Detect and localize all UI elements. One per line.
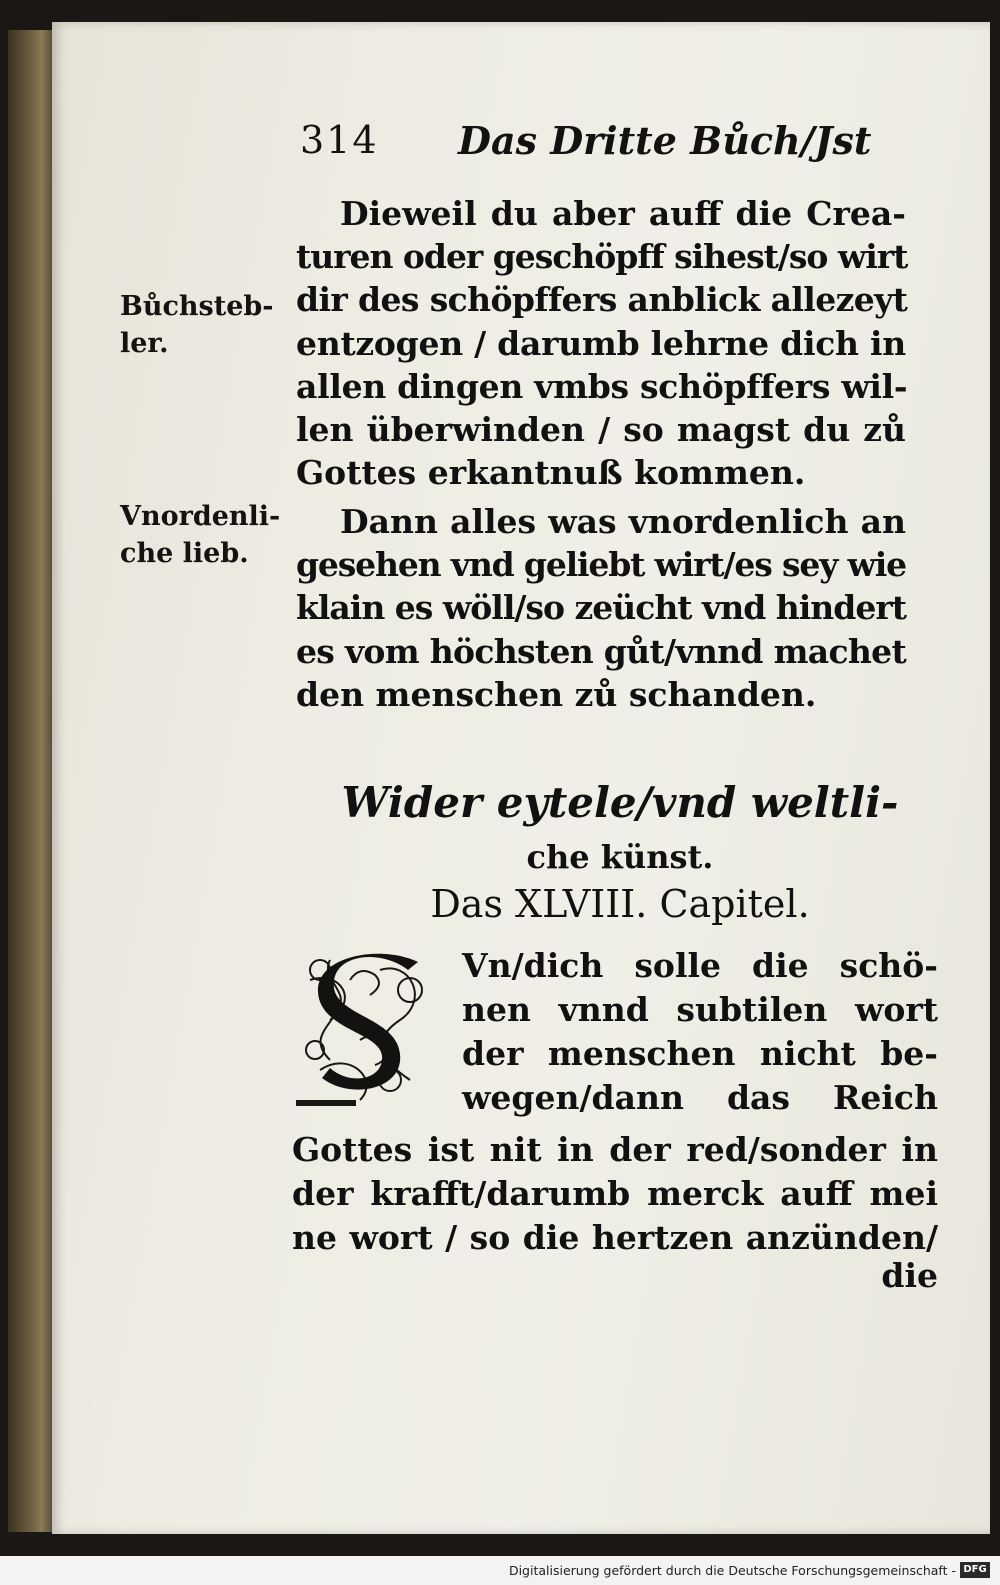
chapter-title-line-1: Wider eytele/vnd weltli- [341,778,899,827]
dfg-logo: DFG [960,1562,990,1578]
paragraph-2 [296,500,906,716]
decorated-initial [290,940,442,1116]
paragraph-1 [296,192,906,494]
running-title: Das Dritte Bůch/Jst [458,118,872,163]
text-line: klain es wöll/so zeücht vnd hindert [296,588,906,628]
text-line: gesehen vnd geliebt wirt/es sey wie [296,545,906,585]
catchword: die [881,1256,938,1295]
text-line: Vn/dich solle die schö- [462,946,938,985]
page-header [300,118,940,174]
text-line: nen vnnd subtilen wort [462,990,938,1029]
text-line: Dann alles was vnordenlich an [340,502,906,541]
margin-note-line: Vnordenli- [120,501,281,532]
text-line: entzogen / darumb lehrne dich in [296,323,906,363]
text-line: der menschen nicht be- [462,1034,938,1073]
text-line: dir des schöpffers anblick allezeyt [296,280,908,320]
text-line: turen oder geschöpff sihest/so wirt [296,237,908,277]
margin-note-line: Bůchsteb- [120,291,274,322]
decorated-initial-s-icon [290,940,442,1116]
text-line: den menschen zů schanden. [296,674,817,714]
book-edge [8,30,56,1532]
footer-bar [0,1556,1000,1585]
chapter-lines-full [292,1128,938,1260]
text-line: der krafft/darumb merck auff mei [292,1174,938,1213]
margin-note-unordentliche-lieb [120,498,280,572]
chapter-title-line-2: che künst. [526,838,714,876]
funding-credit: Digitalisierung gefördert durch die Deutsche Forschungsgemeinschaft - [508,1563,956,1578]
margin-note-line: che lieb. [120,538,249,569]
text-line: es vom höchsten gůt/vnnd machet [296,631,906,671]
page-number: 314 [300,118,379,162]
text-line: allen dingen vmbs schöpffers wil- [296,366,908,406]
chapter-number: Das XLVIII. Capitel. [430,882,810,926]
text-line: Gottes erkantnuß kommen. [296,453,806,493]
margin-note-line: ler. [120,328,169,359]
text-line: Gottes ist nit in der red/sonder in [292,1130,938,1169]
chapter-lines-beside-initial [462,944,938,1120]
text-line: wegen/dann das Reich [462,1078,938,1117]
text-line: Dieweil du aber auff die Crea- [340,194,906,233]
text-line: ne wort / so die hertzen anzünden/ [292,1218,938,1257]
margin-note-buchstebler [120,288,273,362]
text-line: len überwinden / so magst du zů [296,410,906,450]
